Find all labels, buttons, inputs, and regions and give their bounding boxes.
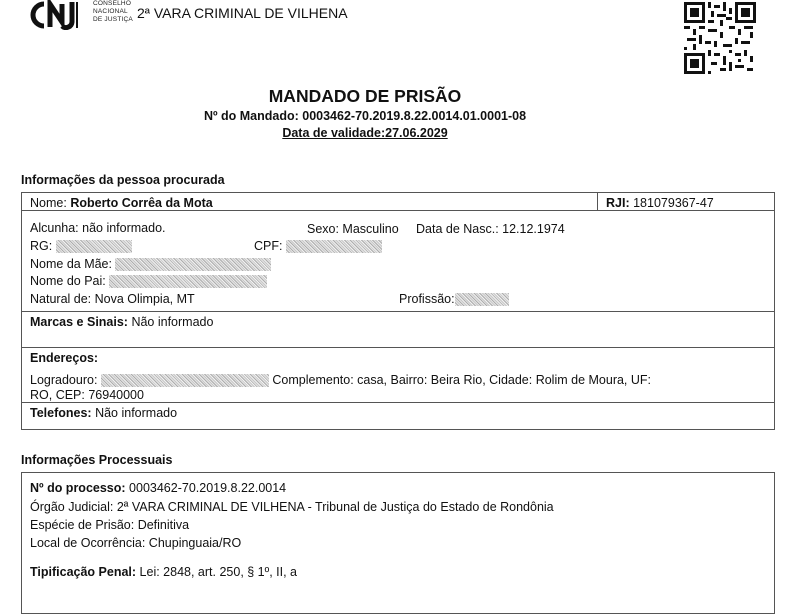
address-line-1: Logradouro: Complemento: casa, Bairro: Beira Rio, Cidade: Rolim de Moura, UF: [30, 373, 652, 387]
redacted-rg [56, 240, 132, 253]
name-row: Nome: Roberto Corrêa da Mota [30, 196, 213, 210]
penal-row: Tipificação Penal: Lei: 2848, art. 250, § 1º, II, a [30, 565, 297, 579]
divider [21, 347, 774, 348]
phones-row: Telefones: Não informado [30, 406, 178, 420]
rji-row: RJI: 181079367-47 [606, 196, 714, 210]
divider [21, 210, 774, 211]
court: Órgão Judicial: 2ª VARA CRIMINAL DE VILHENA - Tribunal de Justiça do Estado de Rondônia [30, 500, 554, 514]
validity-date: Data de validade:27.06.2029 [282, 126, 448, 140]
mandate-number: Nº do Mandado: 0003462-70.2019.8.22.0014.01.0001-08 [203, 109, 527, 123]
father-row: Nome do Pai: [30, 274, 267, 288]
document-title: MANDADO DE PRISÃO [268, 86, 462, 106]
redacted-street [101, 374, 269, 387]
alias: Alcunha: não informado. [30, 221, 166, 235]
cnj-logo-subtext: CONSELHO NACIONAL DE JUSTIÇA [93, 0, 133, 23]
qr-code [684, 2, 756, 74]
profession-row: Profissão: [399, 292, 509, 306]
person-section-heading: Informações da pessoa procurada [21, 173, 225, 187]
divider [21, 402, 774, 403]
birth-date: Data de Nasc.: 12.12.1974 [416, 222, 565, 236]
sex: Sexo: Masculino [307, 222, 399, 236]
redacted-profession [455, 293, 509, 306]
addresses-label: Endereços: [30, 351, 99, 365]
marks-row: Marcas e Sinais: Não informado [30, 315, 214, 329]
person-name: Roberto Corrêa da Mota [70, 196, 213, 210]
redacted-cpf [286, 240, 382, 253]
rji-value: 181079367-47 [633, 196, 714, 210]
redacted-father-name [109, 275, 267, 288]
cpf-row: CPF: [254, 239, 382, 253]
court-name: 2ª VARA CRIMINAL DE VILHENA [137, 5, 348, 21]
address-line-2: RO, CEP: 76940000 [30, 388, 144, 402]
divider [597, 192, 598, 210]
birthplace: Natural de: Nova Olimpia, MT [30, 292, 195, 306]
process-number-row: Nº do processo: 0003462-70.2019.8.22.0014 [30, 481, 287, 495]
process-section-heading: Informações Processuais [21, 453, 173, 467]
prison-type: Espécie de Prisão: Definitiva [30, 518, 190, 532]
occurrence-location: Local de Ocorrência: Chupinguaia/RO [30, 536, 242, 550]
mother-row: Nome da Mãe: [30, 257, 271, 271]
rg-row: RG: [30, 239, 132, 253]
cnj-logo [28, 0, 90, 33]
divider [21, 311, 774, 312]
process-number: 0003462-70.2019.8.22.0014 [129, 481, 287, 495]
redacted-mother-name [115, 258, 271, 271]
